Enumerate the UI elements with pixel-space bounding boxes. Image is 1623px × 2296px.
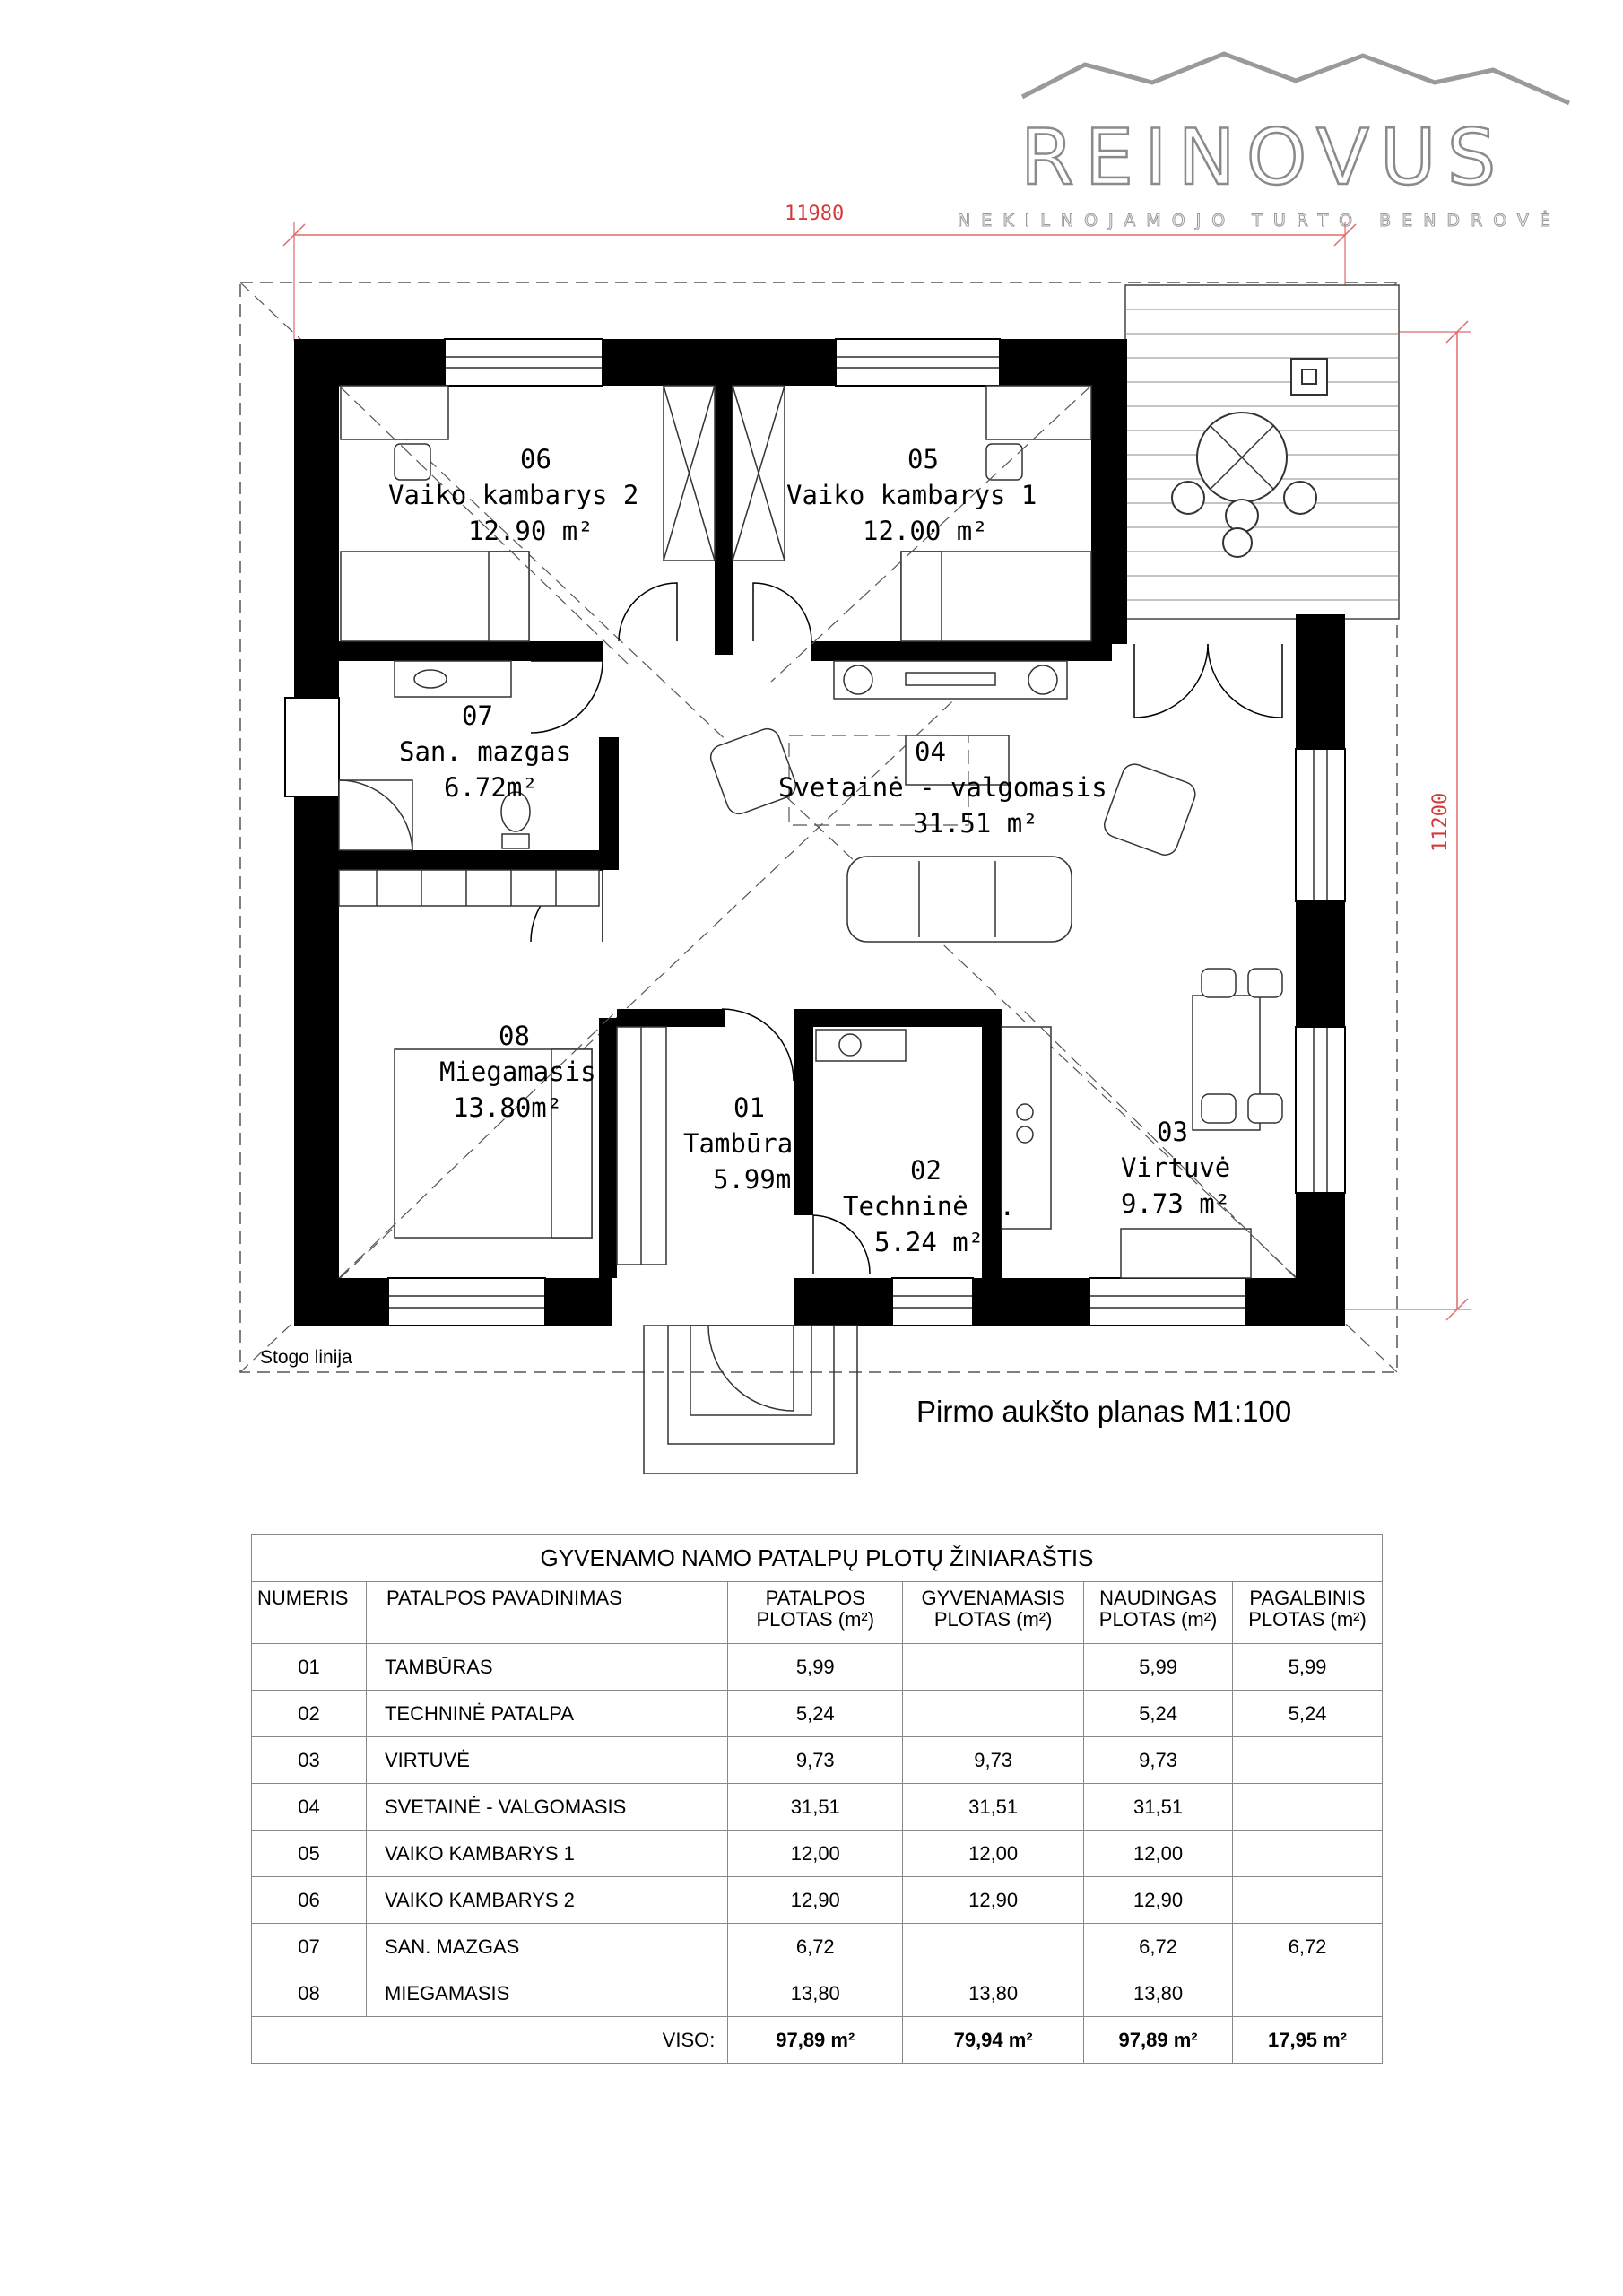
- row-number: 08: [252, 1970, 367, 2017]
- header-naudingas: [1084, 1582, 1233, 1644]
- logo-roof-outline: [1022, 54, 1569, 103]
- row-naudingas: 5,99: [1084, 1644, 1233, 1691]
- row-gyvenamasis: 12,00: [903, 1831, 1084, 1877]
- row-name: VAIKO KAMBARYS 2: [366, 1877, 727, 1924]
- row-patalpos: 12,00: [728, 1831, 903, 1877]
- row-pagalbinis: [1233, 1877, 1383, 1924]
- window-bedroom: [388, 1278, 545, 1326]
- room02-area: 5.24 m²: [874, 1227, 985, 1257]
- room05-number: 05: [907, 444, 939, 474]
- row-naudingas: 31,51: [1084, 1784, 1233, 1831]
- row-name: TECHNINĖ PATALPA: [366, 1691, 727, 1737]
- roof-line-label: Stogo linija: [260, 1347, 352, 1368]
- room06-number: 06: [520, 444, 551, 474]
- room02-number: 02: [910, 1155, 942, 1186]
- row-number: 06: [252, 1877, 367, 1924]
- header-naudingas-line1: NAUDINGAS: [1099, 1587, 1217, 1609]
- totals-patalpos: 97,89 m²: [728, 2017, 903, 2064]
- row-naudingas: 5,24: [1084, 1691, 1233, 1737]
- table-row: [252, 1691, 1383, 1737]
- row-name: SVETAINĖ - VALGOMASIS: [366, 1784, 727, 1831]
- armchair-right: [1101, 761, 1199, 858]
- header-gyvenamasis-line1: GYVENAMASIS: [921, 1587, 1065, 1609]
- kitchen-bottom-counter: [1121, 1229, 1251, 1278]
- room01-number: 01: [733, 1092, 765, 1123]
- totals-label: VISO:: [252, 2017, 728, 2064]
- header-patalpos-line2: PLOTAS (m²): [756, 1608, 875, 1631]
- row-gyvenamasis: [903, 1644, 1084, 1691]
- bath-sink: [395, 661, 511, 697]
- window-tech: [892, 1278, 973, 1326]
- header-numeris: NUMERIS: [252, 1582, 367, 1644]
- row-naudingas: 6,72: [1084, 1924, 1233, 1970]
- header-patalpos: [728, 1582, 903, 1644]
- height-value: 11200: [1429, 792, 1452, 852]
- desk-room05: [986, 386, 1091, 439]
- row-number: 03: [252, 1737, 367, 1784]
- row-pagalbinis: [1233, 1970, 1383, 2017]
- row-patalpos: 5,24: [728, 1691, 903, 1737]
- row-number: 01: [252, 1644, 367, 1691]
- row-patalpos: 12,90: [728, 1877, 903, 1924]
- room01-area: 5.99m²: [713, 1164, 807, 1195]
- room07-number: 07: [462, 700, 493, 731]
- table-row: [252, 1737, 1383, 1784]
- row-pagalbinis: 6,72: [1233, 1924, 1383, 1970]
- window-room06: [445, 339, 603, 386]
- logo-wordmark: REINOVUS: [1020, 113, 1507, 203]
- room05-name: Vaiko kambarys 1: [786, 480, 1037, 510]
- room02-name: Techninė p.: [843, 1191, 1016, 1222]
- row-gyvenamasis: 31,51: [903, 1784, 1084, 1831]
- table-row: [252, 1924, 1383, 1970]
- armchair-left: [707, 726, 800, 818]
- room04-number: 04: [915, 736, 946, 767]
- table-row: [252, 1784, 1383, 1831]
- header-gyvenamasis-line2: PLOTAS (m²): [933, 1608, 1053, 1631]
- row-gyvenamasis: 13,80: [903, 1970, 1084, 2017]
- room01-name: Tambūras: [683, 1128, 809, 1159]
- room08-number: 08: [499, 1021, 530, 1051]
- window-kitchen: [1089, 1278, 1246, 1326]
- room07-area: 6.72m²: [444, 772, 538, 803]
- room05-area: 12.00 m²: [863, 516, 988, 546]
- desk-room06: [341, 386, 448, 439]
- sofa: [847, 857, 1072, 942]
- row-name: SAN. MAZGAS: [366, 1924, 727, 1970]
- terrace: [1125, 285, 1399, 619]
- room06-area: 12.90 m²: [468, 516, 594, 546]
- row-naudingas: 12,00: [1084, 1831, 1233, 1877]
- row-number: 05: [252, 1831, 367, 1877]
- entrance-steps: [644, 1326, 857, 1474]
- wardrobe-bedroom: [339, 870, 599, 906]
- totals-gyvenamasis: 79,94 m²: [903, 2017, 1084, 2064]
- row-pagalbinis: [1233, 1784, 1383, 1831]
- window-room05: [836, 339, 1000, 386]
- table-row: [252, 1831, 1383, 1877]
- company-logo: [958, 54, 1569, 230]
- row-name: VAIKO KAMBARYS 1: [366, 1831, 727, 1877]
- row-gyvenamasis: [903, 1924, 1084, 1970]
- row-naudingas: 9,73: [1084, 1737, 1233, 1784]
- row-patalpos: 31,51: [728, 1784, 903, 1831]
- window-kitchen-side: [1296, 1027, 1345, 1193]
- row-patalpos: 13,80: [728, 1970, 903, 2017]
- table-row: [252, 1970, 1383, 2017]
- row-number: 04: [252, 1784, 367, 1831]
- window-bath: [285, 698, 339, 796]
- row-number: 07: [252, 1924, 367, 1970]
- room08-area: 13.80m²: [453, 1092, 563, 1123]
- row-naudingas: 13,80: [1084, 1970, 1233, 2017]
- header-pagalbinis-line1: PAGALBINIS: [1249, 1587, 1366, 1609]
- header-gyvenamasis: [903, 1582, 1084, 1644]
- row-name: TAMBŪRAS: [366, 1644, 727, 1691]
- row-gyvenamasis: 9,73: [903, 1737, 1084, 1784]
- width-value: 11980: [785, 203, 845, 225]
- row-name: MIEGAMASIS: [366, 1970, 727, 2017]
- room07-name: San. mazgas: [399, 736, 572, 767]
- room03-name: Virtuvė: [1121, 1152, 1231, 1183]
- row-patalpos: 9,73: [728, 1737, 903, 1784]
- table-row: [252, 1644, 1383, 1691]
- row-patalpos: 5,99: [728, 1644, 903, 1691]
- table-row: [252, 1877, 1383, 1924]
- header-naudingas-line2: PLOTAS (m²): [1098, 1608, 1218, 1631]
- logo-tagline: NEKILNOJAMOJO TURTO BENDROVĖ: [958, 211, 1561, 230]
- room04-area: 31.51 m²: [913, 808, 1038, 839]
- table-header-row: [252, 1582, 1383, 1644]
- window-living: [1296, 749, 1345, 901]
- table-caption: GYVENAMO NAMO PATALPŲ PLOTŲ ŽINIARAŠTIS: [252, 1535, 1383, 1582]
- row-gyvenamasis: 12,90: [903, 1877, 1084, 1924]
- header-pagalbinis-line2: PLOTAS (m²): [1248, 1608, 1367, 1631]
- table-totals-row: [252, 2017, 1383, 2064]
- row-number: 02: [252, 1691, 367, 1737]
- row-gyvenamasis: [903, 1691, 1084, 1737]
- row-patalpos: 6,72: [728, 1924, 903, 1970]
- totals-naudingas: 97,89 m²: [1084, 2017, 1233, 2064]
- row-naudingas: 12,90: [1084, 1877, 1233, 1924]
- chair-room06: [395, 444, 430, 480]
- row-pagalbinis: [1233, 1831, 1383, 1877]
- room03-area: 9.73 m²: [1121, 1188, 1231, 1219]
- row-pagalbinis: 5,99: [1233, 1644, 1383, 1691]
- header-pavadinimas: PATALPOS PAVADINIMAS: [366, 1582, 727, 1644]
- room08-name: Miegamasis: [439, 1057, 596, 1087]
- plan-title: Pirmo aukšto planas M1:100: [916, 1395, 1292, 1428]
- row-pagalbinis: 5,24: [1233, 1691, 1383, 1737]
- area-schedule-table: [251, 1534, 1383, 2064]
- totals-pagalbinis: 17,95 m²: [1233, 2017, 1383, 2064]
- chair-room05: [986, 444, 1022, 480]
- room06-name: Vaiko kambarys 2: [388, 480, 639, 510]
- room03-number: 03: [1157, 1117, 1188, 1147]
- table-caption-row: [252, 1535, 1383, 1582]
- header-pagalbinis: [1233, 1582, 1383, 1644]
- room04-name: Svetainė - valgomasis: [778, 772, 1107, 803]
- header-patalpos-line1: PATALPOS: [765, 1587, 865, 1609]
- row-name: VIRTUVĖ: [366, 1737, 727, 1784]
- row-pagalbinis: [1233, 1737, 1383, 1784]
